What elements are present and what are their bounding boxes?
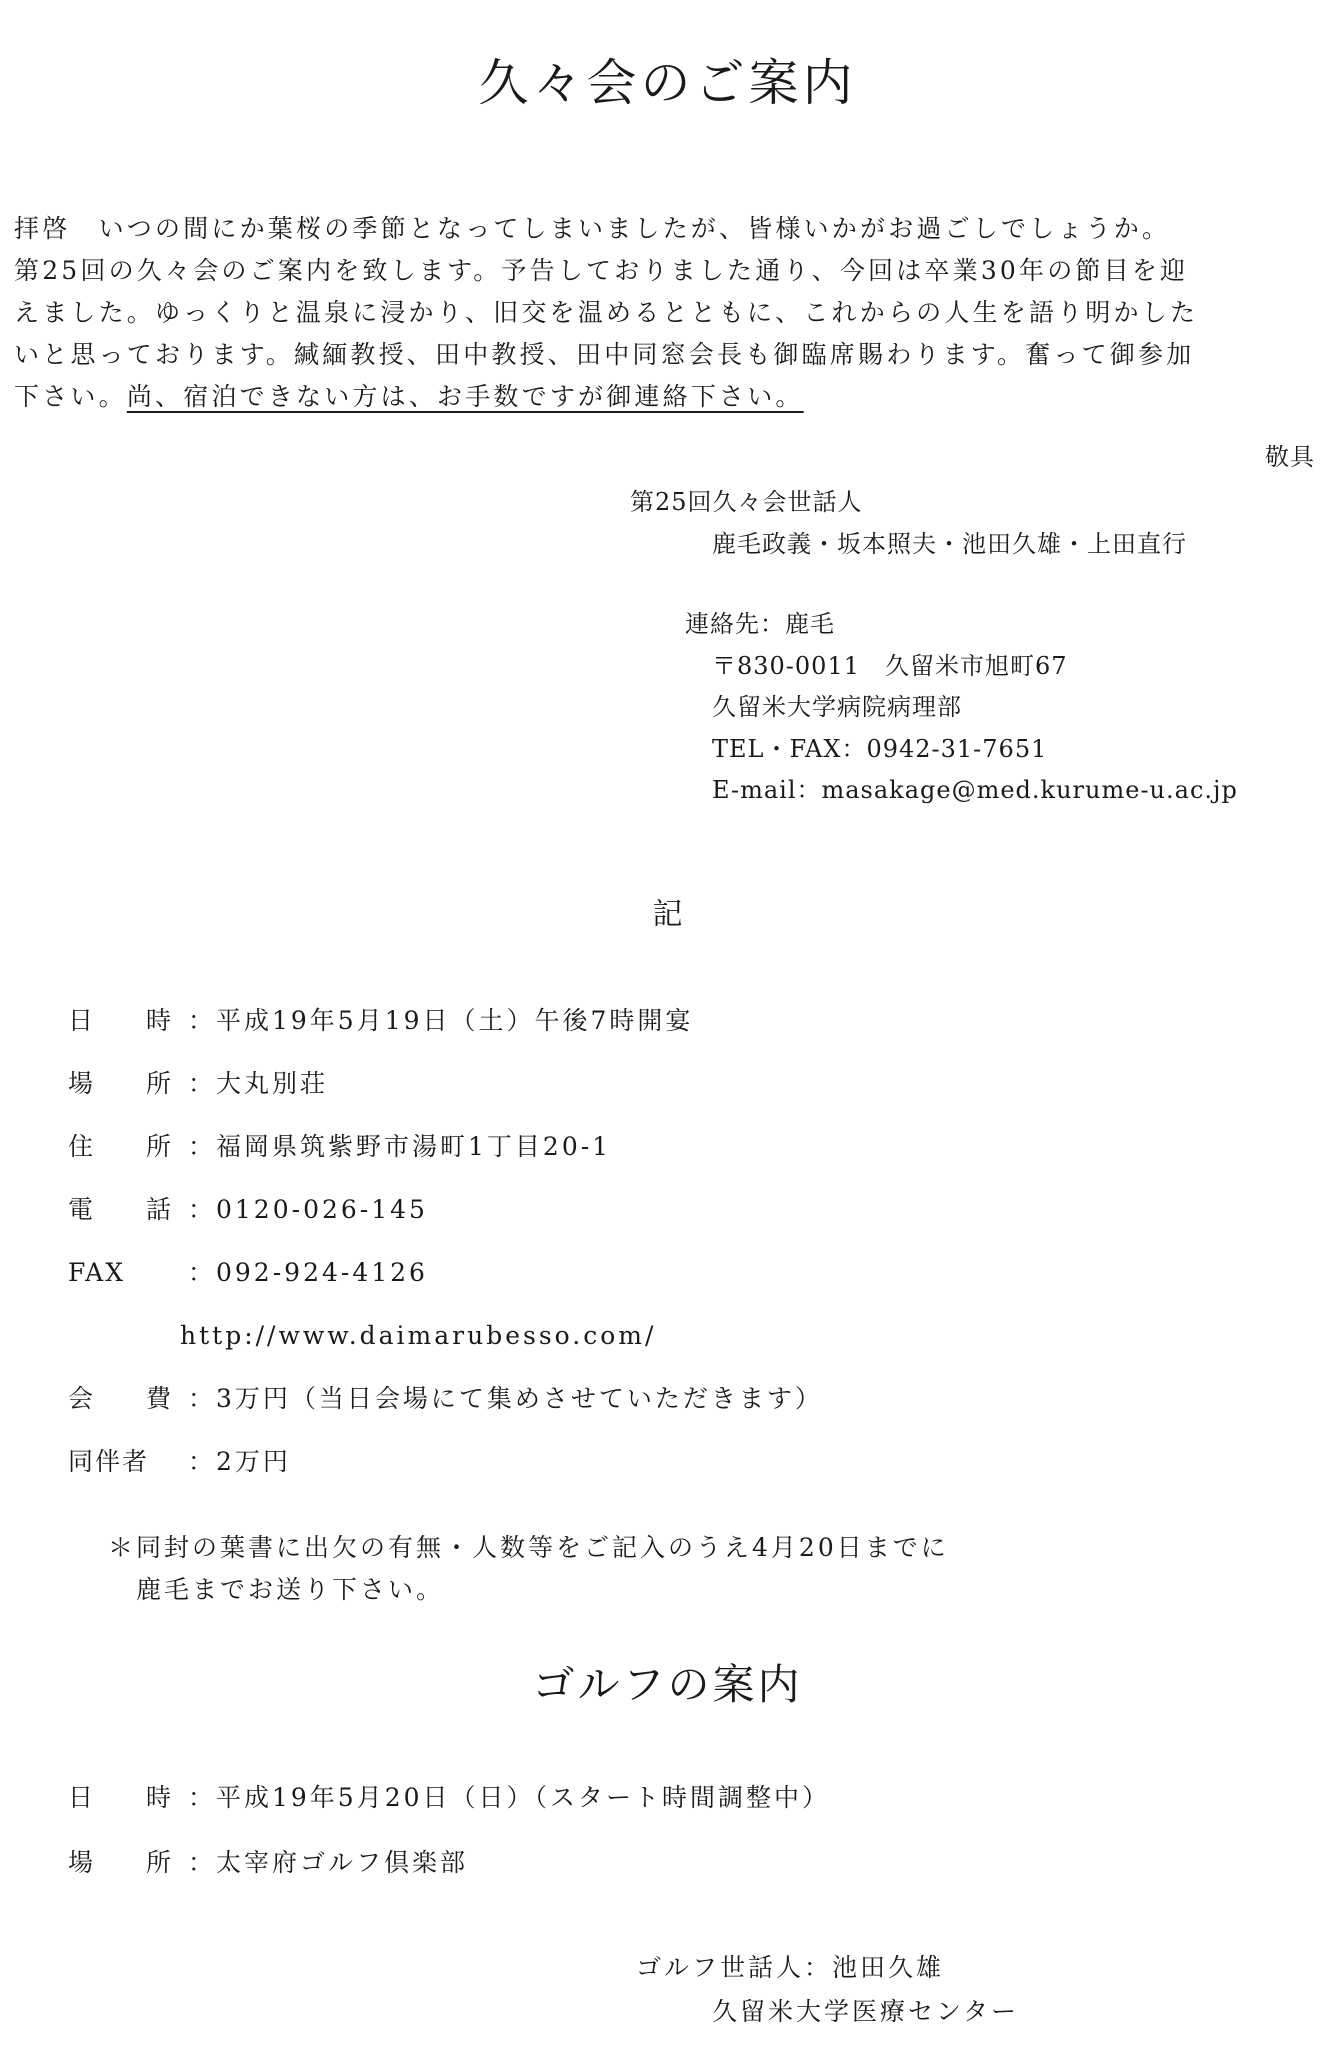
row-value: 平成19年5月20日（日）（スタート時間調整中） <box>216 1783 831 1812</box>
venue-url: http://www.daimarubesso.com/ <box>180 1321 657 1350</box>
event-row-fee <box>68 1381 823 1417</box>
letter-underlined-notice: 尚、宿泊できない方は、お手数ですが御連絡下さい。 <box>126 382 804 411</box>
event-row-phone <box>68 1192 428 1228</box>
row-colon: ： <box>188 1195 217 1224</box>
event-row-datetime <box>68 1003 693 1039</box>
letter-line-5-plain: 下さい。 <box>14 382 127 411</box>
row-value: 太宰府ゴルフ倶楽部 <box>216 1848 469 1877</box>
row-colon: ： <box>188 1258 217 1287</box>
golf-organizer: ゴルフ世話人：池田久雄 <box>636 1953 945 1982</box>
row-value: 平成19年5月19日（土）午後7時開宴 <box>216 1006 694 1035</box>
row-label: 日 時 <box>68 1006 186 1035</box>
contact-department: 久留米大学病院病理部 <box>712 693 962 721</box>
golf-row-venue <box>68 1845 468 1881</box>
row-colon: ： <box>188 1006 217 1035</box>
letter-line-2: 第25回の久々会のご案内を致します。予告しておりました通り、今回は卒業30年の節目を迎 <box>14 256 1189 285</box>
organizers-names: 鹿毛政義・坂本照夫・池田久雄・上田直行 <box>712 530 1187 558</box>
ki-heading: 記 <box>652 897 683 932</box>
row-colon: ： <box>188 1132 217 1161</box>
event-row-venue <box>68 1066 328 1102</box>
row-label: 会 費 <box>68 1384 186 1413</box>
event-row-fax <box>68 1255 428 1291</box>
row-label: 場 所 <box>68 1069 186 1098</box>
letter-line-3: えました。ゆっくりと温泉に浸かり、旧交を温めるとともに、これからの人生を語り明かした <box>14 298 1199 327</box>
event-row-address <box>68 1129 611 1165</box>
row-label: 同伴者 <box>68 1447 150 1476</box>
row-colon: ： <box>188 1069 217 1098</box>
row-colon: ： <box>188 1783 217 1812</box>
contact-address: 〒830-0011 久留米市旭町67 <box>712 652 1068 680</box>
event-row-companion <box>68 1444 291 1480</box>
golf-row-datetime <box>68 1780 830 1816</box>
closing-keigu: 敬具 <box>1265 443 1315 471</box>
letter-line-4: いと思っております。緘緬教授、田中教授、田中同窓会長も御臨席賜わります。奮って御参加 <box>14 340 1195 369</box>
contact-tel-fax: TEL・FAX：0942-31-7651 <box>712 735 1048 763</box>
row-value: 2万円 <box>216 1447 291 1476</box>
row-value: 大丸別荘 <box>216 1069 329 1098</box>
row-label: FAX <box>68 1258 126 1287</box>
row-colon: ： <box>188 1848 217 1877</box>
organizers-heading: 第25回久々会世話人 <box>630 488 863 516</box>
row-value: 0120-026-145 <box>216 1195 428 1224</box>
note-line-2: 鹿毛までお送り下さい。 <box>136 1575 445 1604</box>
page-title: 久々会のご案内 <box>478 54 857 112</box>
note-line-1: ＊同封の葉書に出欠の有無・人数等をご記入のうえ4月20日までに <box>108 1533 949 1562</box>
row-value: 3万円（当日会場にて集めさせていただきます） <box>216 1384 823 1413</box>
golf-title: ゴルフの案内 <box>532 1660 803 1709</box>
letter-line-5 <box>14 380 804 414</box>
event-row-url <box>180 1318 656 1354</box>
contact-label: 連絡先：鹿毛 <box>685 610 835 638</box>
row-value: 福岡県筑紫野市湯町1丁目20-1 <box>216 1132 612 1161</box>
row-label: 住 所 <box>68 1132 186 1161</box>
row-colon: ： <box>188 1447 217 1476</box>
row-label: 日 時 <box>68 1783 186 1812</box>
row-label: 電 話 <box>68 1195 186 1224</box>
golf-affiliation: 久留米大学医療センター <box>712 1997 1020 2026</box>
contact-email: E-mail：masakage@med.kurume-u.ac.jp <box>712 776 1238 804</box>
letter-line-1: 拝啓 いつの間にか葉桜の季節となってしまいましたが、皆様いかがお過ごしでしょうか。 <box>14 214 1171 243</box>
row-colon: ： <box>188 1384 217 1413</box>
row-label: 場 所 <box>68 1848 186 1877</box>
row-value: 092-924-4126 <box>216 1258 428 1287</box>
